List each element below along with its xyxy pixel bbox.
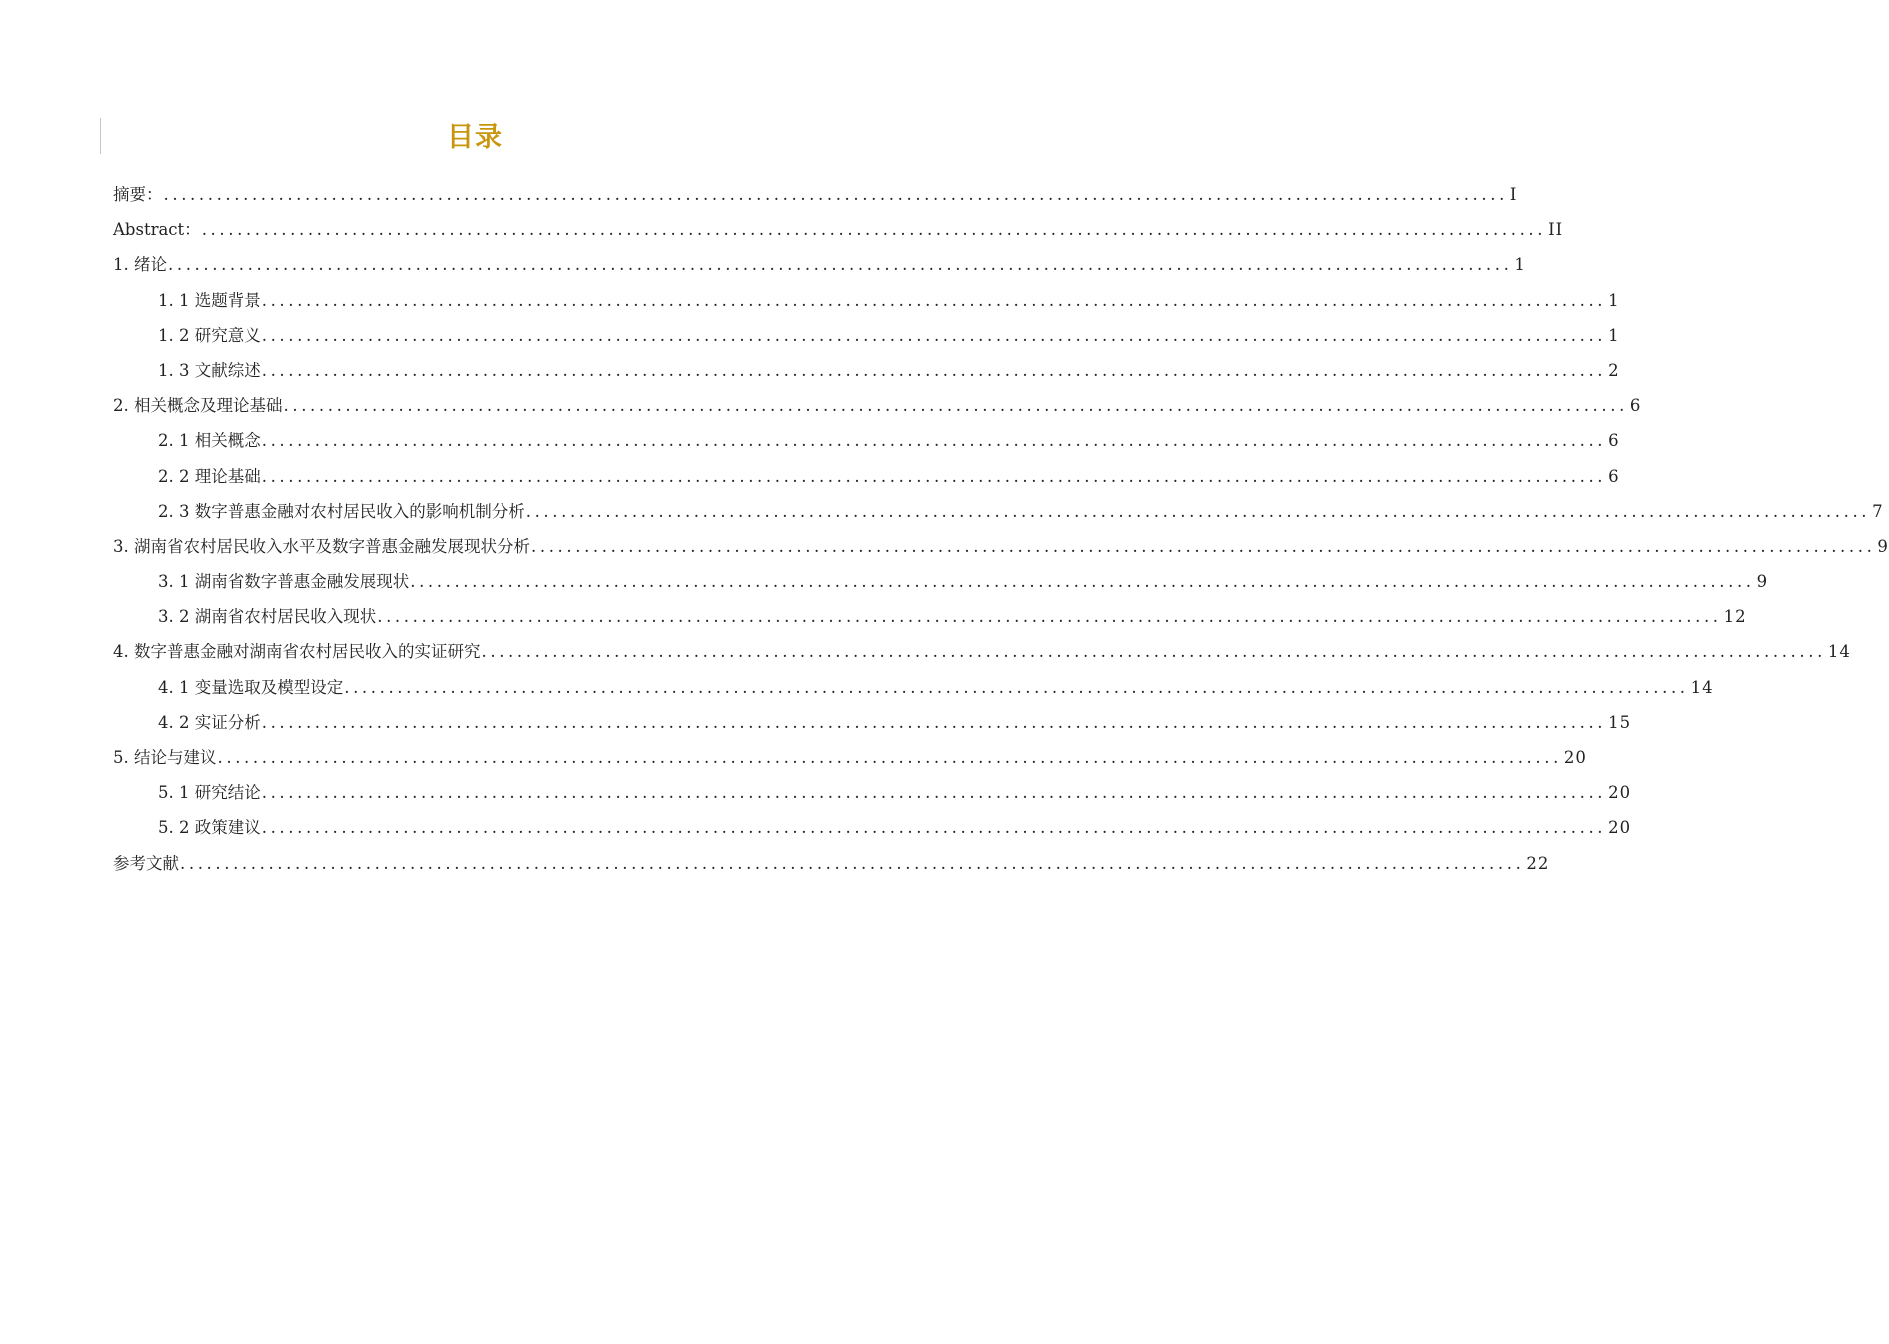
toc-entry[interactable] (113, 846, 1550, 881)
toc-entry-page: 1 (1514, 255, 1526, 275)
toc-entry-label: 2. 1 相关概念 (158, 431, 261, 451)
toc-entry[interactable] (113, 705, 1632, 740)
dot-leader: ........................................................................................................................................................ (525, 501, 1871, 521)
toc-entry-page: II (1548, 220, 1564, 240)
toc-entry[interactable] (113, 494, 1884, 529)
toc-entry-label: 5. 1 研究结论 (158, 783, 261, 803)
toc-entry-page: 15 (1608, 712, 1632, 732)
toc-entry-label: 1. 1 选题背景 (158, 290, 261, 310)
toc-entry-label: Abstract： (113, 220, 201, 240)
toc-entry-page: 1 (1608, 325, 1620, 345)
toc-entry-label: 3. 2 湖南省农村居民收入现状 (158, 607, 377, 627)
dot-leader: ........................................................................................................................................................ (261, 431, 1607, 451)
dot-leader: ........................................................................................................................................................ (261, 712, 1607, 732)
toc-entry[interactable] (113, 212, 1564, 247)
dot-leader: ........................................................................................................................................................ (261, 818, 1607, 838)
toc-entry-label: 2. 2 理论基础 (158, 466, 261, 486)
dot-leader: ........................................................................................................................................................ (261, 466, 1607, 486)
dot-leader: ........................................................................................................................................................ (261, 290, 1607, 310)
toc-entry-page: 14 (1827, 642, 1851, 662)
toc-entry-label: 1. 2 研究意义 (158, 325, 261, 345)
toc-title: 目录 (447, 122, 503, 153)
toc-entry-label: 摘要： (113, 185, 163, 204)
toc-entry-label: 4. 数字普惠金融对湖南省农村居民收入的实证研究 (113, 642, 481, 662)
toc-entry-page: 9 (1756, 572, 1769, 592)
toc-entry[interactable] (113, 247, 1526, 282)
toc-entry[interactable] (113, 810, 1632, 845)
dot-leader: ........................................................................................................................................................ (261, 325, 1607, 345)
toc-entry-page: 9 (1877, 536, 1889, 556)
toc-entry-label: 2. 3 数字普惠金融对农村居民收入的影响机制分析 (158, 501, 525, 521)
toc-list (113, 177, 1889, 881)
toc-entry[interactable] (113, 353, 1620, 388)
toc-entry[interactable] (113, 318, 1620, 353)
toc-entry[interactable] (113, 177, 1518, 212)
dot-leader: ........................................................................................................................................................ (410, 572, 1755, 592)
toc-entry[interactable] (113, 740, 1587, 775)
toc-entry[interactable] (113, 775, 1632, 810)
toc-entry-page: 20 (1563, 748, 1587, 767)
toc-entry[interactable] (113, 634, 1851, 669)
toc-entry-page: 6 (1629, 396, 1642, 416)
toc-entry-label: 4. 1 变量选取及模型设定 (158, 677, 344, 697)
toc-entry-page: 6 (1608, 431, 1620, 451)
toc-entry-label: 参考文献 (113, 853, 179, 873)
toc-entry[interactable] (113, 564, 1769, 599)
toc-entry-label: 2. 相关概念及理论基础 (113, 396, 283, 416)
toc-entry-label: 4. 2 实证分析 (158, 712, 261, 732)
dot-leader: ........................................................................................................................................................ (217, 748, 1562, 767)
dot-leader: ........................................................................................................................................................ (201, 220, 1547, 240)
toc-entry-page: 2 (1608, 360, 1620, 380)
toc-entry-label: 3. 湖南省农村居民收入水平及数字普惠金融发展现状分析 (113, 536, 530, 556)
toc-entry-page: I (1509, 185, 1518, 204)
toc-entry-page: 22 (1526, 853, 1550, 873)
toc-entry-label: 1. 3 文献综述 (158, 360, 261, 380)
toc-entry-page: 12 (1723, 607, 1747, 627)
dot-leader: ........................................................................................................................................................ (168, 255, 1513, 275)
toc-entry-label: 3. 1 湖南省数字普惠金融发展现状 (158, 572, 410, 592)
toc-entry-page: 7 (1872, 501, 1884, 521)
toc-entry-page: 6 (1608, 466, 1620, 486)
toc-entry-label: 5. 2 政策建议 (158, 818, 261, 838)
toc-entry-page: 20 (1608, 783, 1632, 803)
dot-leader: ........................................................................................................................................................ (481, 642, 1826, 662)
dot-leader: ........................................................................................................................................................ (531, 536, 1876, 556)
dot-leader: ........................................................................................................................................................ (180, 853, 1525, 873)
dot-leader: ........................................................................................................................................................ (283, 396, 1628, 416)
toc-entry[interactable] (113, 388, 1642, 423)
toc-entry[interactable] (113, 529, 1889, 564)
toc-entry[interactable] (113, 670, 1714, 705)
dot-leader: ........................................................................................................................................................ (344, 677, 1689, 697)
toc-entry[interactable] (113, 283, 1620, 318)
toc-entry-page: 20 (1608, 818, 1632, 838)
toc-entry-page: 1 (1608, 290, 1620, 310)
toc-entry[interactable] (113, 459, 1620, 494)
toc-entry[interactable] (113, 423, 1620, 458)
toc-entry[interactable] (113, 599, 1747, 634)
toc-entry-label: 1. 绪论 (113, 255, 167, 275)
toc-entry-page: 14 (1690, 677, 1714, 697)
dot-leader: ........................................................................................................................................................ (261, 783, 1607, 803)
dot-leader: ........................................................................................................................................................ (163, 185, 1508, 204)
toc-entry-label: 5. 结论与建议 (113, 748, 217, 767)
dot-leader: ........................................................................................................................................................ (377, 607, 1722, 627)
dot-leader: ........................................................................................................................................................ (261, 360, 1607, 380)
